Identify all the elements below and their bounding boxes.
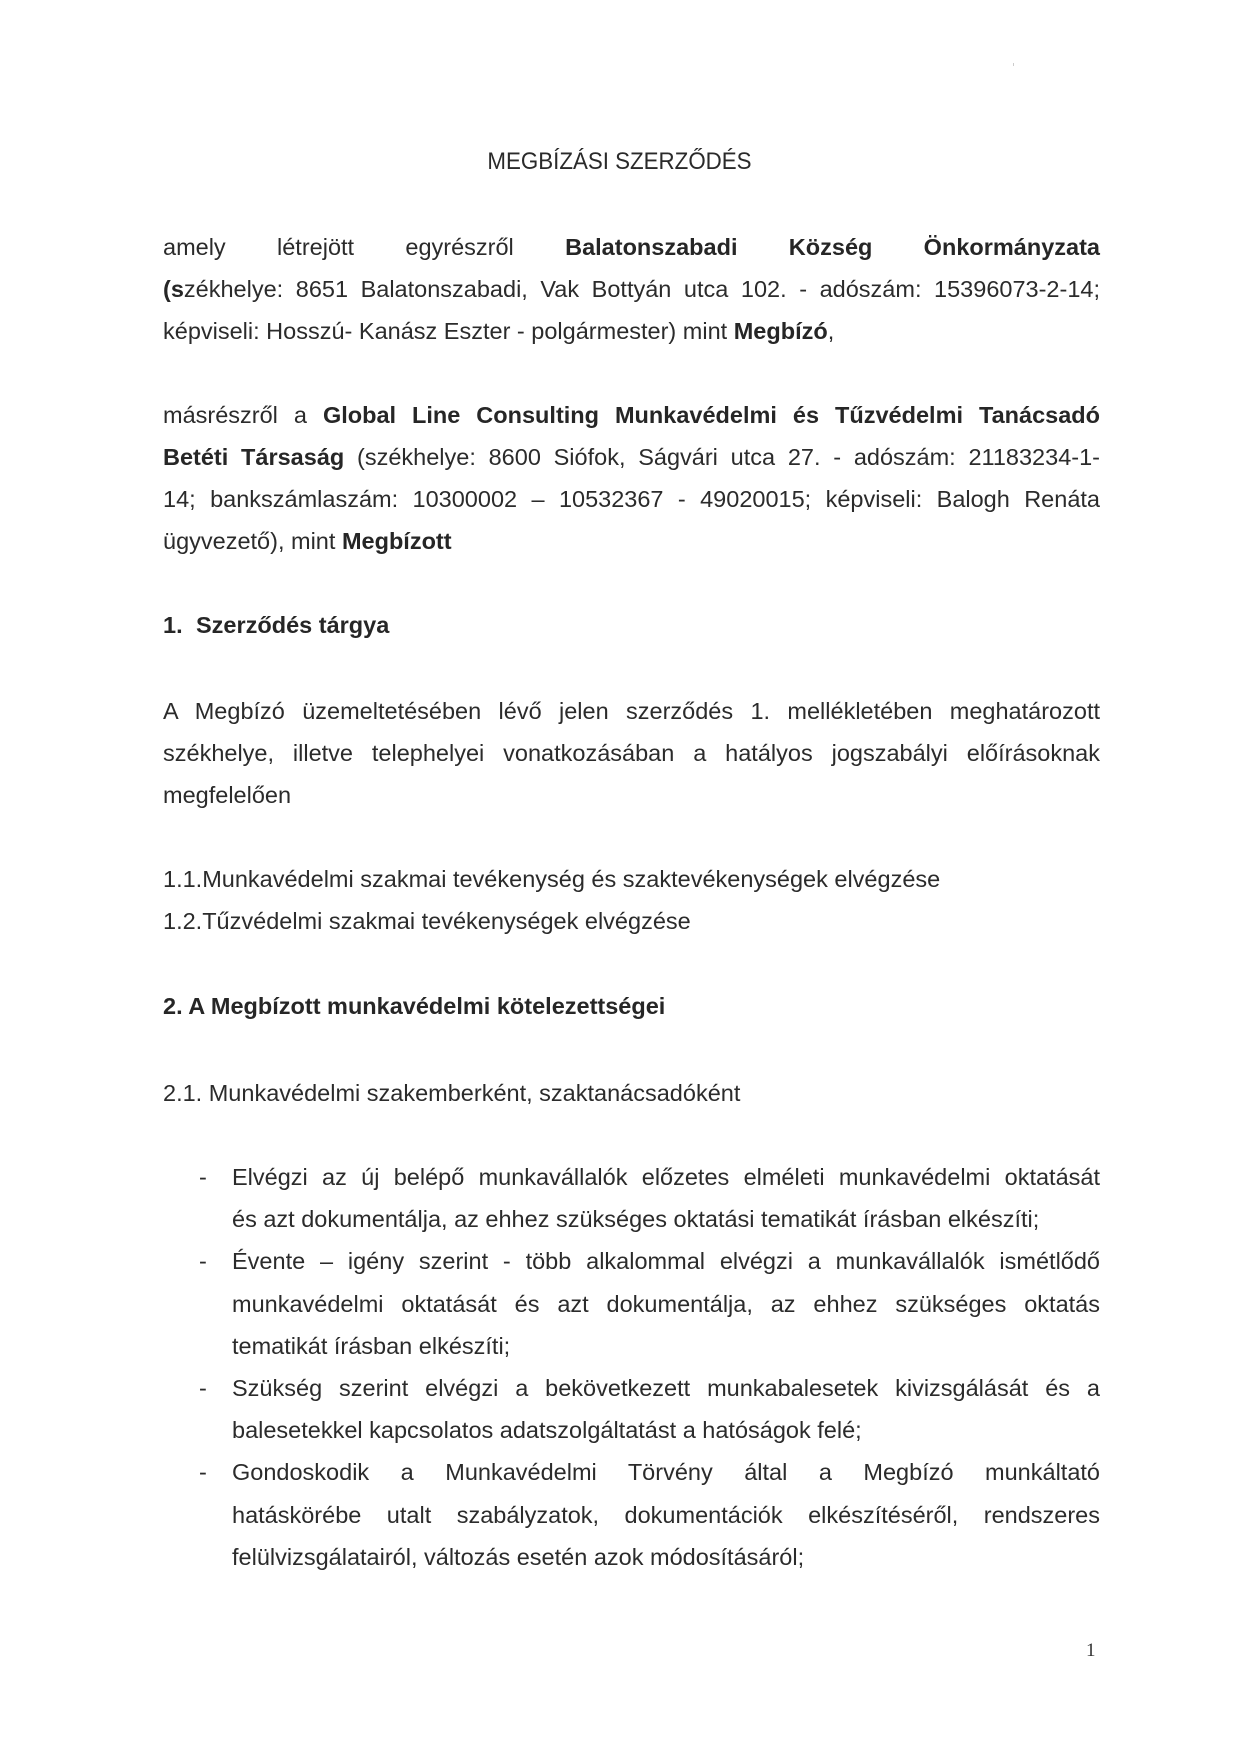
- paragraph-line: A Megbízó üzemeltetésében lévő jelen szerződés 1. mellékletében meghatározott: [163, 698, 1100, 724]
- list-item-line: Szükség szerint elvégzi a bekövetkezett munkabalesetek kivizsgálását és a: [232, 1374, 1100, 1401]
- bold-text: Megbízó: [733, 318, 828, 344]
- list-item-line: Elvégzi az új belépő munkavállalók előzetes elméleti munkavédelmi oktatását: [232, 1164, 1100, 1190]
- bold-text: Megbízott: [341, 528, 452, 554]
- paragraph-line: székhelye, illetve telephelyei vonatkozásában a hatályos jogszabályi előírásoknak: [163, 740, 1100, 766]
- section-1-title: Szerződés tárgya: [196, 612, 390, 638]
- bullet-dash: -: [199, 1164, 207, 1190]
- text-run: másrészről a: [163, 402, 323, 428]
- list-item: [163, 1240, 1100, 1367]
- paragraph-line: [163, 478, 1100, 520]
- item-number: 1.1.: [163, 866, 203, 892]
- section-1-number: 1.: [163, 612, 183, 638]
- paragraph-line: [163, 520, 1100, 562]
- text-run: zékhelye: 8651 Balatonszabadi, Vak Bottyán utca 102. - adószám: 15396073-2-14;: [183, 276, 1100, 302]
- list-item-line: munkavédelmi oktatását és azt dokumentálja, az ehhez szükséges oktatás: [232, 1290, 1100, 1317]
- text-run: ,: [827, 318, 835, 344]
- bold-text: Balatonszabadi Község Önkormányzata: [565, 234, 1100, 260]
- text-run: 14; bankszámlaszám: 10300002 – 10532367 - 49020015; képviseli: Balogh Renáta: [163, 486, 1100, 512]
- page-number: 1: [1086, 1640, 1096, 1661]
- bold-text: Global Line Consulting Munkavédelmi és Tűzvédelmi Tanácsadó: [322, 402, 1100, 428]
- list-item: [163, 1451, 1100, 1578]
- client-party-paragraph: [163, 226, 1100, 352]
- bullet-dash: -: [199, 1459, 207, 1486]
- bullet-dash: -: [199, 1248, 207, 1275]
- bold-text: (: [163, 276, 171, 302]
- list-item-line: és azt dokumentálja, az ehhez szükséges oktatási tematikát írásban elkészíti;: [232, 1206, 1040, 1233]
- obligations-list: [163, 1156, 1100, 1578]
- list-item-line: Évente – igény szerint - több alkalommal elvégzi a munkavállalók ismétlődő: [232, 1248, 1100, 1275]
- list-item-line: hatáskörébe utalt szabályzatok, dokumentációk elkészítéséről, rendszeres: [232, 1501, 1100, 1528]
- item-1-1: [163, 866, 940, 893]
- paragraph-line: [163, 436, 1100, 478]
- paragraph-line: [163, 226, 1100, 268]
- section-2-heading: 2. A Megbízott munkavédelmi kötelezettségei: [163, 993, 666, 1019]
- section-1-heading: [163, 612, 389, 639]
- list-item-line: Gondoskodik a Munkavédelmi Törvény által a Megbízó munkáltató: [232, 1459, 1100, 1486]
- paragraph-line: [163, 268, 1100, 310]
- text-run: amely létrejött egyrészről: [163, 234, 566, 260]
- paragraph-line: [163, 394, 1100, 436]
- contractor-party-paragraph: [163, 394, 1100, 562]
- item-1-2: [163, 908, 691, 935]
- list-item-line: felülvizsgálatairól, változás esetén azok módosításáról;: [232, 1543, 805, 1570]
- list-item-line: balesetekkel kapcsolatos adatszolgáltatást a hatóságok felé;: [232, 1417, 862, 1444]
- section-1-paragraph: [163, 690, 1100, 816]
- list-item-line: tematikát írásban elkészíti;: [232, 1332, 511, 1359]
- list-item: [163, 1367, 1100, 1451]
- subsection-2-1: 2.1. Munkavédelmi szakemberként, szaktanácsadóként: [163, 1080, 741, 1106]
- document-title: MEGBÍZÁSI SZERZŐDÉS: [487, 148, 752, 175]
- item-number: 1.2.: [163, 908, 203, 934]
- paragraph-line: megfelelően: [163, 782, 292, 808]
- text-run: képviseli: Hosszú- Kanász Eszter - polgármester) mint: [163, 318, 734, 344]
- item-text: Tűzvédelmi szakmai tevékenységek elvégzése: [202, 908, 691, 934]
- bold-text: s: [170, 276, 184, 302]
- text-run: (székhelye: 8600 Siófok, Ságvári utca 27. - adószám: 21183234-1-: [344, 444, 1100, 470]
- bold-text: Betéti Társaság: [163, 444, 345, 470]
- paragraph-line: [163, 310, 1100, 352]
- list-item: [163, 1156, 1100, 1240]
- text-run: ügyvezető), mint: [163, 528, 342, 554]
- item-text: Munkavédelmi szakmai tevékenység és szaktevékenységek elvégzése: [202, 866, 941, 892]
- bullet-dash: -: [199, 1374, 207, 1401]
- scan-speck: [1013, 63, 1014, 66]
